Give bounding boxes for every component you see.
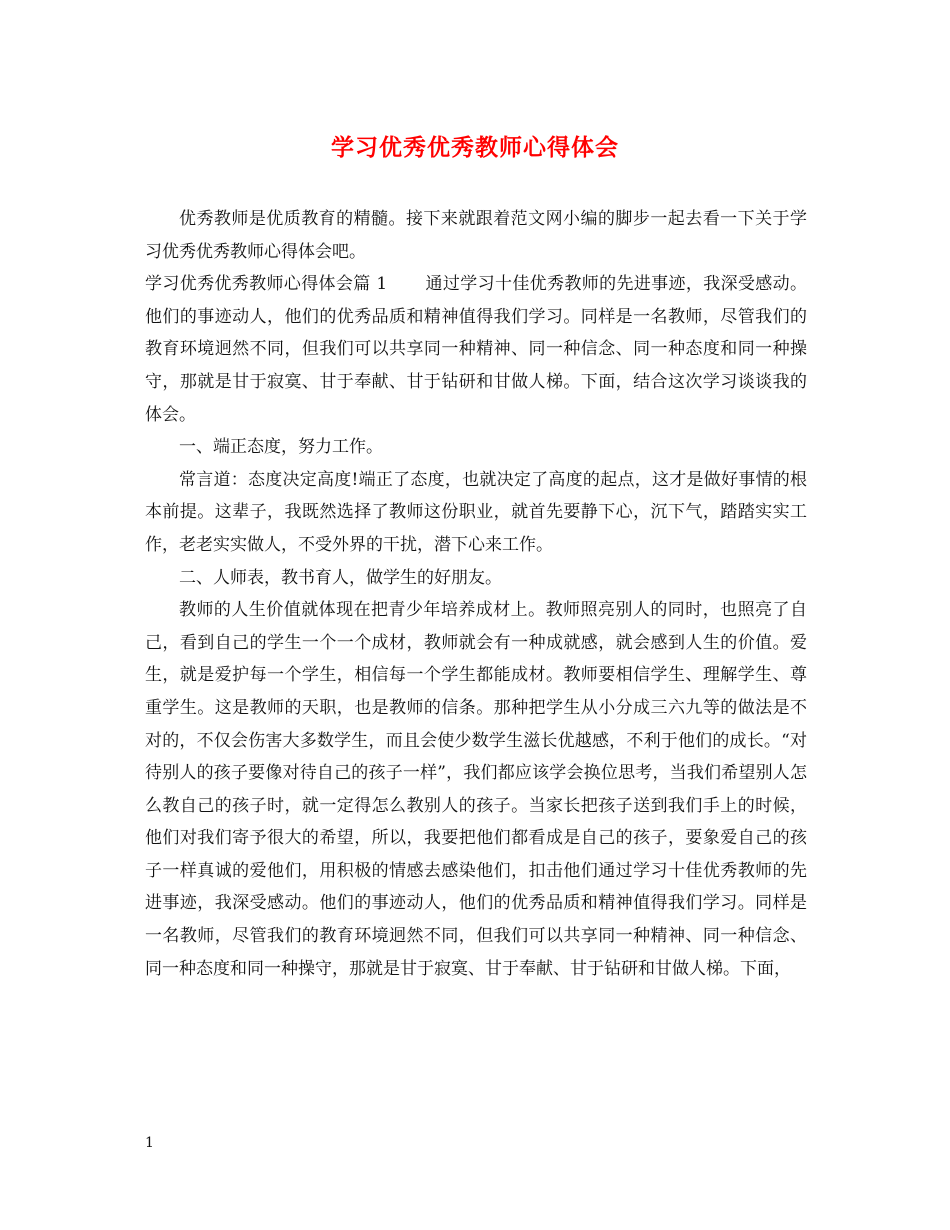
point-one-paragraph: 常言道：态度决定高度!端正了态度，也就决定了高度的起点，这才是做好事情的根本前提。这辈子，我既然选择了教师这份职业，就首先要静下心，沉下气，踏踏实实工作，老老实实做人，不受外界的干扰，潜下心来工作。 [145, 469, 807, 555]
document-title: 学习优秀优秀教师心得体会 [331, 134, 619, 161]
point-two-paragraph: 教师的人生价值就体现在把青少年培养成材上。教师照亮别人的同时，也照亮了自己，看到自己的学生一个一个成材，教师就会有一种成就感，就会感到人生的价值。爱生，就是爱护每一个学生，相信每一个学生都能成材。教师要相信学生、理解学生、尊重学生。这是教师的天职，也是教师的信条。那种把学生从小分成三六九等的做法是不对的，不仅会伤害大多数学生，而且会使少数学生滋长优越感，不利于他们的成长。“对待别人的孩子要像对待自己的孩子一样”，我们都应该学会换位思考，当我们希望别人怎么教自己的孩子时，就一定得怎么教别人的孩子。当家长把孩子送到我们手上的时候，他们对我们寄予很大的希望，所以，我要把他们都看成是自己的孩子，要象爱自己的孩子一样真诚的爱他们，用积极的情感去感染他们，扣击他们通过学习十佳优秀教师的先进事迹，我深受感动。他们的事迹动人，他们的优秀品质和精神值得我们学习。同样是一名教师，尽管我们的教育环境迥然不同，但我们可以共享同一种精神、同一种信念、同一种态度和同一种操守，那就是甘于寂寞、甘于奉献、甘于钻研和甘做人梯。下面， [145, 600, 807, 979]
point-two-heading: 二、人师表，教书育人，做学生的好朋友。 [179, 567, 502, 588]
point-one-heading: 一、端正态度，努力工作。 [179, 437, 383, 458]
intro-paragraph: 优秀教师是优质教育的精髓。接下来就跟着范文网小编的脚步一起去看一下关于学习优秀优秀教师心得体会吧。 [145, 209, 807, 262]
section-paragraph [145, 268, 807, 431]
document-body [145, 203, 807, 985]
page-number: 1 [145, 1135, 154, 1151]
section-first-paragraph: 通过学习十佳优秀教师的先进事迹，我深受感动。他们的事迹动人，他们的优秀品质和精神值得我们学习。同样是一名教师，尽管我们的教育环境迥然不同，但我们可以共享同一种精神、同一种信念、同一种态度和同一种操守，那就是甘于寂寞、甘于奉献、甘于钻研和甘做人梯。下面，结合这次学习谈谈我的体会。 [145, 274, 807, 425]
section-heading: 学习优秀优秀教师心得体会篇 1 [145, 274, 388, 295]
